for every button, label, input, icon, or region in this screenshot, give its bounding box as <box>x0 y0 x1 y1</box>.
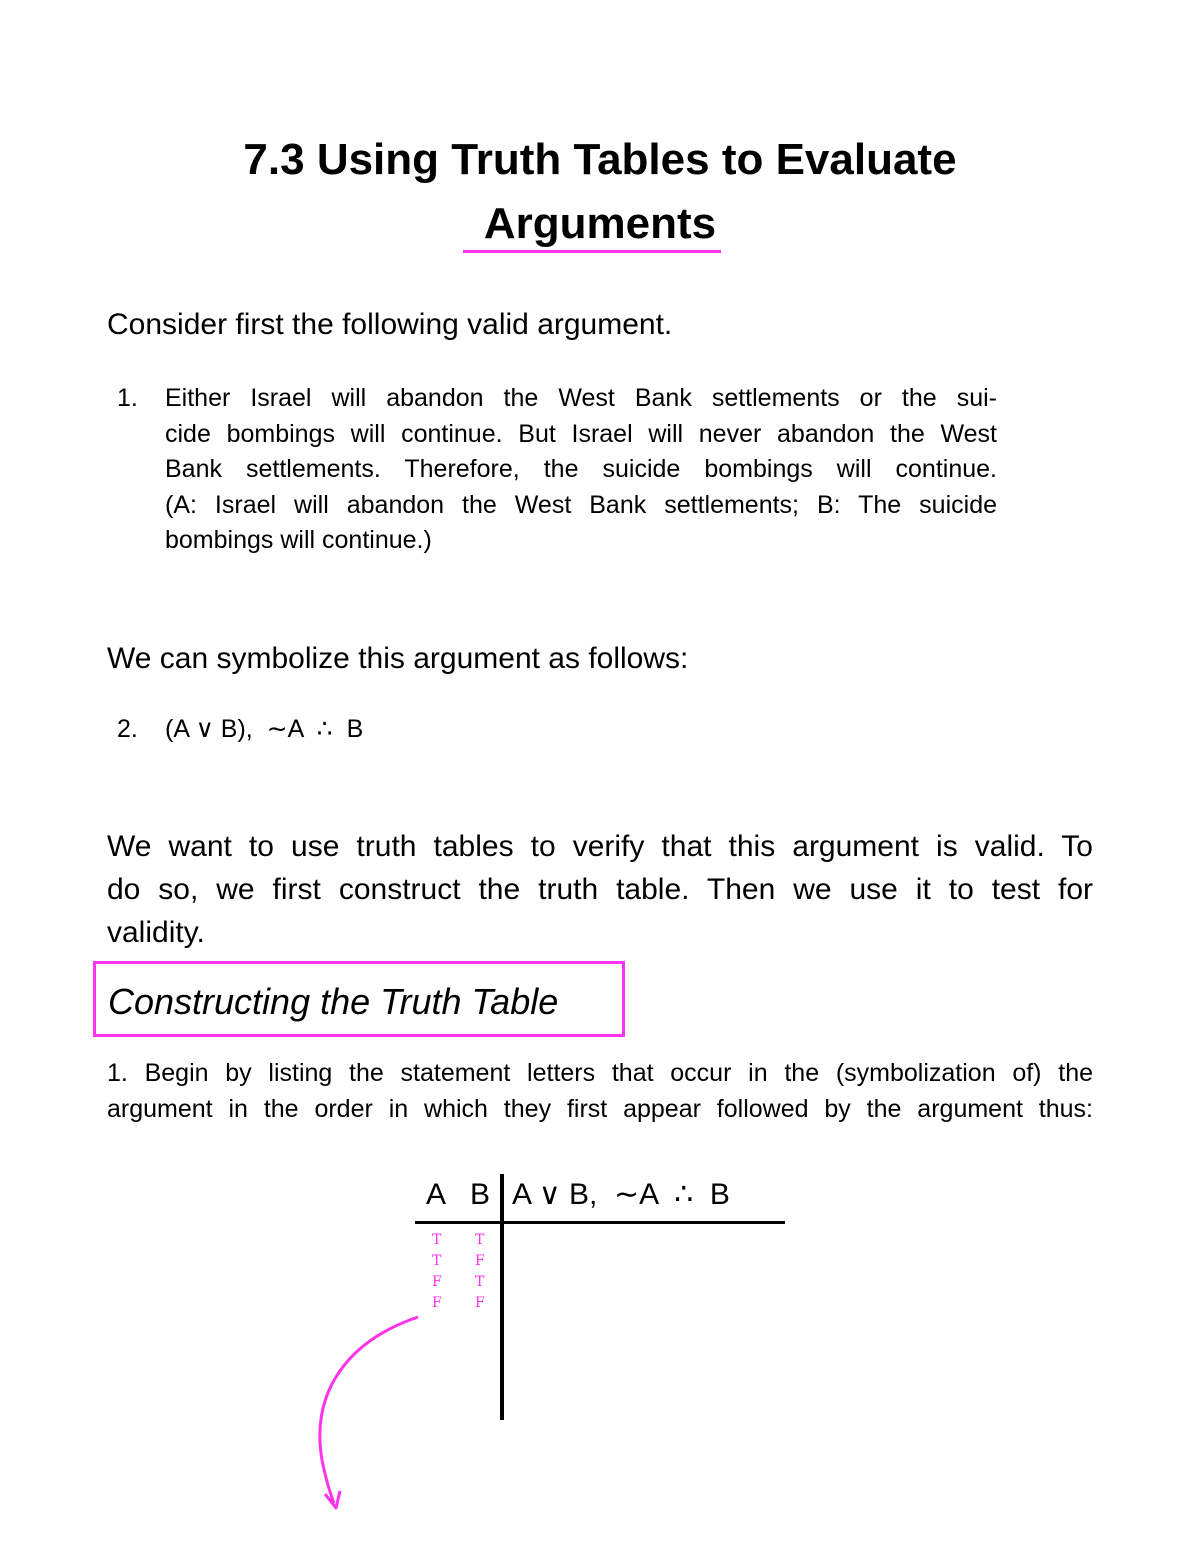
item-1-number: 1. <box>117 384 138 412</box>
truth-table-header-argument: A ∨ B, ∼A ∴ B <box>512 1178 730 1211</box>
item-1-line: Bank settlements. Therefore, the suicide bombings will continue. <box>165 455 997 483</box>
truth-value-b: T <box>475 1232 485 1248</box>
truth-value-b: F <box>475 1295 485 1311</box>
truth-value-a: F <box>432 1295 442 1311</box>
step-1-line: 1. Begin by listing the statement letters that occur in the (symbolization of) the <box>107 1059 1093 1087</box>
goal-line: validity. <box>107 916 205 949</box>
goal-line: We want to use truth tables to verify that this argument is valid. To <box>107 830 1093 863</box>
section-heading: Constructing the Truth Table <box>108 981 559 1022</box>
item-1-line: (A: Israel will abandon the West Bank settlements; B: The suicide <box>165 490 997 519</box>
item-2-formula: (A ∨ B), ∼A ∴ B <box>165 715 364 743</box>
intro-paragraph: Consider first the following valid argument. <box>107 308 673 341</box>
truth-value-a: F <box>432 1274 442 1290</box>
truth-value-b: F <box>475 1253 485 1269</box>
page-title-line-1: 7.3 Using Truth Tables to Evaluate <box>243 135 957 184</box>
item-1-line: cide bombings will continue. But Israel will never abandon the West <box>165 419 997 448</box>
item-1-line: bombings will continue.) <box>165 526 432 554</box>
step-1-line: argument in the order in which they first appear followed by the argument thus: <box>107 1094 1093 1123</box>
item-1-line: Either Israel will abandon the West Bank settlements or the sui- <box>165 384 997 412</box>
truth-value-a: T <box>432 1253 442 1269</box>
item-2-number: 2. <box>117 715 138 743</box>
truth-table-header-b: B <box>470 1178 491 1211</box>
truth-value-a: T <box>432 1232 442 1248</box>
symbolize-paragraph: We can symbolize this argument as follows: <box>107 642 689 675</box>
truth-value-b: T <box>475 1274 485 1290</box>
goal-line: do so, we first construct the truth table. Then we use it to test for <box>107 873 1093 906</box>
truth-table-header-a: A <box>426 1178 447 1211</box>
page-title-line-2: Arguments <box>483 199 717 248</box>
